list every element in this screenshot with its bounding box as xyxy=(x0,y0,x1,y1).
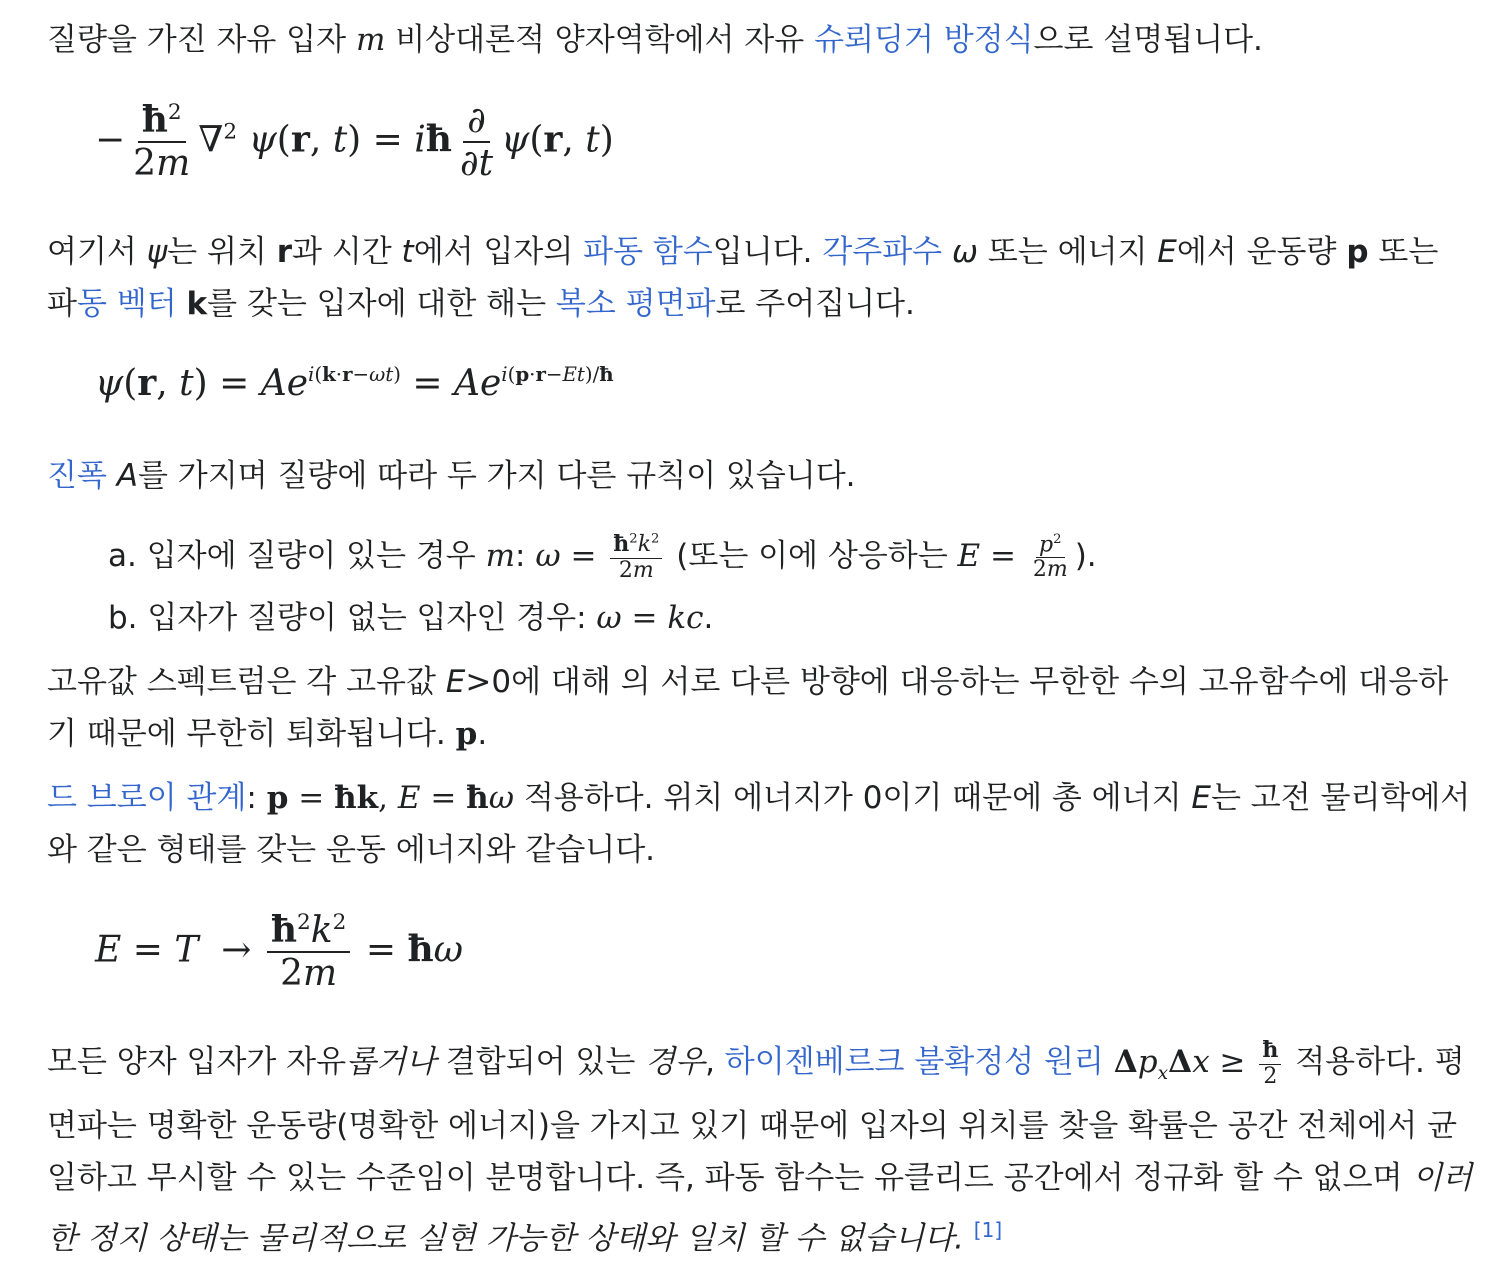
paragraph-uncertainty: 모든 양자 입자가 자유롭거나 결합되어 있는 경우, 하이젠베르크 불확정성 원리 $\Delta p_x\Delta x$ ≥ $\frac{ħ}{2}$ 적용하다. 평면파는 명확한 운동량(명확한 에너지)을 가지고 있기 때문에 입자의 위치를 찾을 확률은 공간 전체에서 균일하고 무시할 수 있는 수준임이 분명합니다. 즉, 파동 함수는 유클리드 공간에서 정규화 할 수 없으며 이러한 정지 상태는 물리적으로 실현 가능한 상태와 일치 할 수 없습니다. [1] xyxy=(47,1037,1473,1257)
link-heisenberg-uncertainty[interactable]: 하이젠베르크 불확정성 원리 xyxy=(724,1044,1104,1080)
link-schrodinger-equation[interactable]: 슈뢰딩거 방정식 xyxy=(814,22,1034,58)
link-wave-vector[interactable]: 동 벡터 xyxy=(76,286,177,322)
equation-schrodinger: − $\frac{ħ^2}{2m}$ ∇$^2$ ψ(r, t) = iħ $\frac{\partial}{\partial t}$ ψ(r, t) xyxy=(95,99,614,185)
paragraph-amplitude: 진폭 A를 가지며 질량에 따라 두 가지 다른 규칙이 있습니다. xyxy=(47,458,856,494)
link-de-broglie-relation[interactable]: 드 브로이 관계 xyxy=(47,780,247,816)
list-item-massive: a. 입자에 질량이 있는 경우 m: ω = $\frac{ħ^2k^2}{2m}$ (또는 이에 상응하는 E = $\frac{p^2}{2m}$ ). xyxy=(108,531,1097,583)
link-angular-wavenumber[interactable]: 각주파수 xyxy=(822,234,943,270)
equation-energy: E = T → $\frac{ħ^2k^2}{2m}$ = ħω xyxy=(95,909,463,995)
math-m: m xyxy=(355,22,386,58)
link-wave-function[interactable]: 파동 함수 xyxy=(583,234,713,270)
list-item-massless: b. 입자가 질량이 없는 입자인 경우: ω = kc. xyxy=(108,600,714,636)
link-amplitude[interactable]: 진폭 xyxy=(47,458,107,494)
link-plane-wave[interactable]: 복소 평면파 xyxy=(555,286,716,322)
reference-1[interactable]: [1] xyxy=(973,1218,1003,1243)
paragraph-solution: 여기서 ψ는 위치 r과 시간 t에서 입자의 파동 함수입니다. 각주파수 ω 또는 에너지 E에서 운동량 p 또는 파동 벡터 k를 갖는 입자에 대한 해는 복소 평면파로 주어집니다. xyxy=(47,234,1439,322)
paragraph-intro: 질량을 가진 자유 입자 m 비상대론적 양자역학에서 자유 슈뢰딩거 방정식으로 설명됩니다. xyxy=(47,22,1263,58)
paragraph-eigenvalue: 고유값 스펙트럼은 각 고유값 E>0에 대해 의 서로 다른 방향에 대응하는 무한한 수의 고유함수에 대응하기 때문에 무한히 퇴화됩니다. p. xyxy=(47,664,1449,752)
paragraph-de-broglie: 드 브로이 관계: p = ħk, E = ħω 적용하다. 위치 에너지가 0이기 때문에 총 에너지 E는 고전 물리학에서와 같은 형태를 갖는 운동 에너지와 같습니다. xyxy=(47,780,1471,868)
equation-plane-wave: ψ(r, $t) = Ae^{i(k\cdot r-\omega t)} = Ae^{i(p\cdot r-Et)/ħ}$ xyxy=(95,362,614,404)
